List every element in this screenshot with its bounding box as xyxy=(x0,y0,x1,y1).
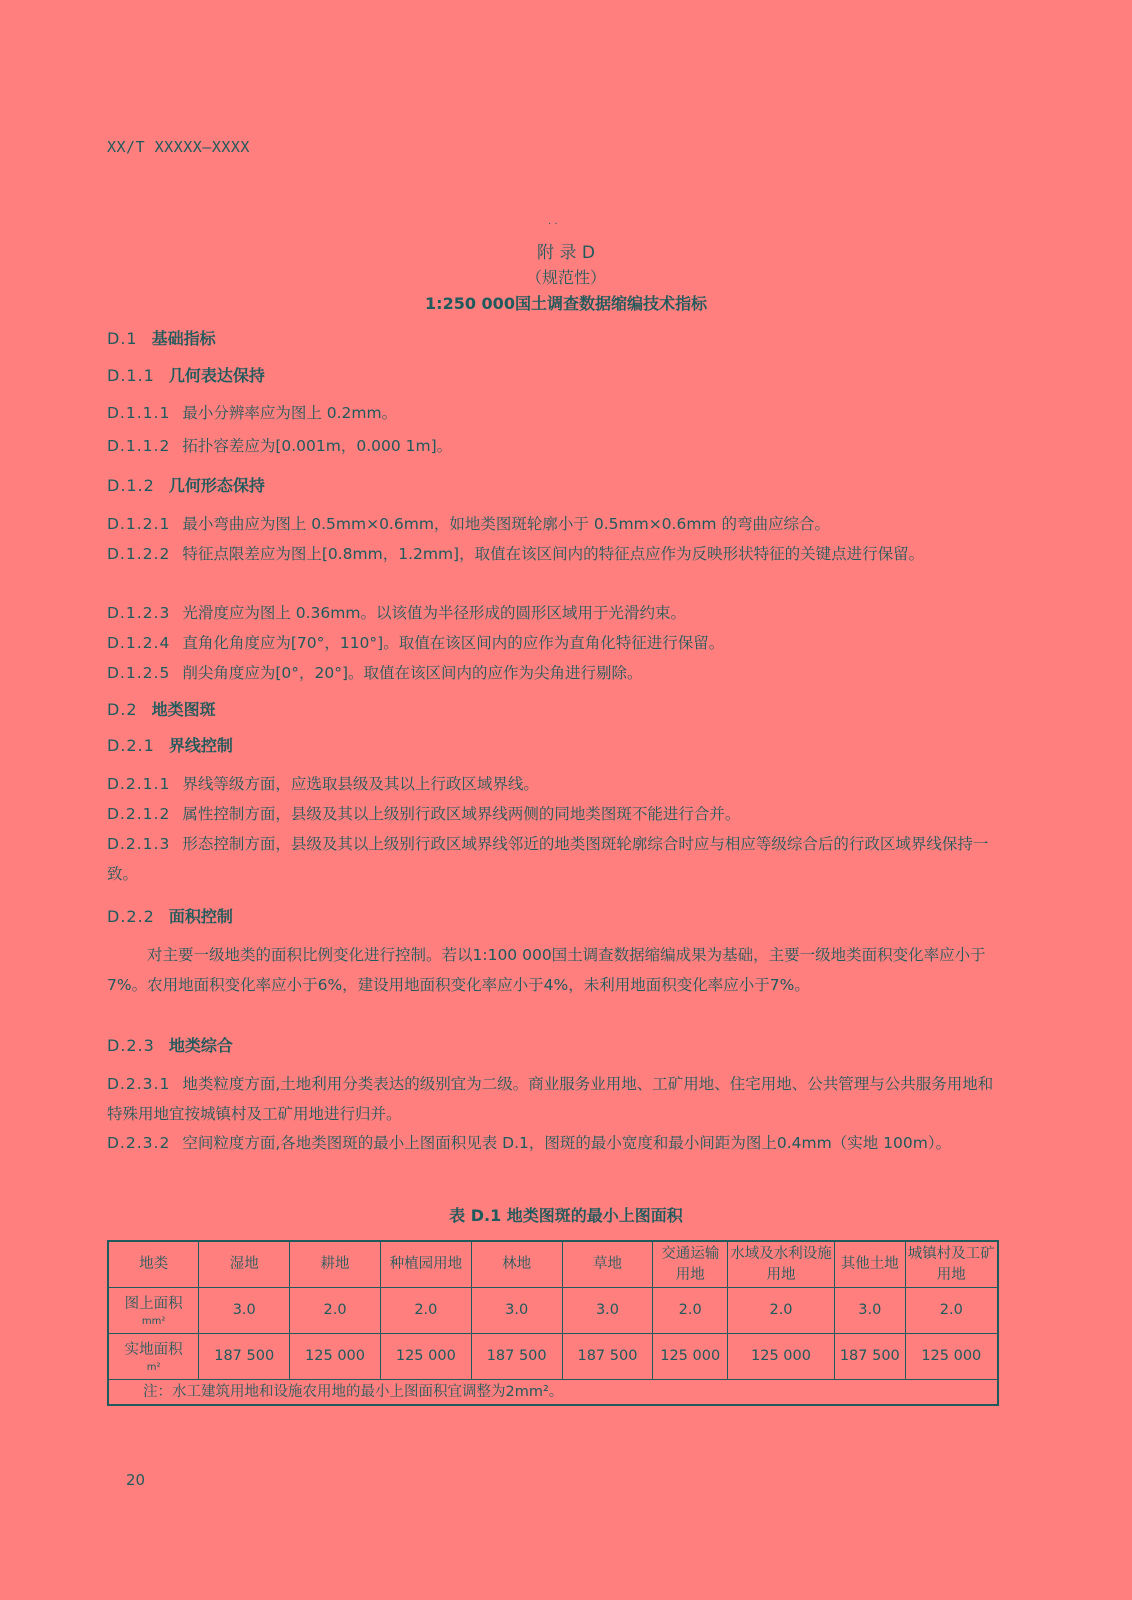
clause: D.1.2.2 特征点限差应为图上[0.8mm，1.2mm]，取值在该区间内的特征点应作为反映形状特征的关键点进行保留。 xyxy=(107,545,925,563)
table-cell: 2.0 xyxy=(653,1288,728,1334)
table-cell: 2.0 xyxy=(290,1288,381,1334)
table-cell: 2.0 xyxy=(905,1288,998,1334)
clause: D.2.1.1 界线等级方面，应选取县级及其以上行政区域界线。 xyxy=(107,775,539,793)
table-row xyxy=(108,1334,998,1380)
table-note: 注：水工建筑用地和设施农用地的最小上图面积宜调整为2mm²。 xyxy=(108,1380,998,1406)
header-cell: 林地 xyxy=(471,1241,562,1288)
min-area-table xyxy=(107,1240,999,1406)
clause: D.1.1.2 拓扑容差应为[0.001m，0.000 1m]。 xyxy=(107,437,453,455)
table-cell: 125 000 xyxy=(380,1334,471,1380)
clause: D.1.2.5 削尖角度应为[0°，20°]。取值在该区间内的应作为尖角进行剔除。 xyxy=(107,664,643,682)
header-cell: 湿地 xyxy=(199,1241,290,1288)
clause: D.1.2.4 直角化角度应为[70°，110°]。取值在该区间内的应作为直角化特征进行保留。 xyxy=(107,634,725,652)
clause: D.2.3.1 地类粒度方面,土地利用分类表达的级别宜为二级。商业服务业用地、工矿用地、住宅用地、公共管理与公共服务用地和特殊用地宜按城镇村及工矿用地进行归并。 xyxy=(107,1075,994,1123)
clause: D.1.1.1 最小分辨率应为图上 0.2mm。 xyxy=(107,404,398,422)
section-heading: D.1.2 几何形态保持 xyxy=(107,476,265,495)
table-cell: 187 500 xyxy=(471,1334,562,1380)
appendix-label: 附 录 D xyxy=(537,243,595,263)
section-heading: D.2.3 地类综合 xyxy=(107,1036,233,1055)
section-heading: D.2.1 界线控制 xyxy=(107,736,233,755)
row-label-cell: 图上面积 mm² xyxy=(108,1288,199,1334)
section-heading: D.2 地类图斑 xyxy=(107,700,216,719)
row-label-cell: 实地面积 m² xyxy=(108,1334,199,1380)
table-cell: 125 000 xyxy=(653,1334,728,1380)
table-cell: 125 000 xyxy=(905,1334,998,1380)
appendix-heading: 1:250 000国土调查数据缩编技术指标 xyxy=(425,294,707,313)
table-cell: 3.0 xyxy=(471,1288,562,1334)
table-cell: 2.0 xyxy=(728,1288,835,1334)
table-header-row xyxy=(108,1241,998,1288)
emphasis-dots: · · xyxy=(548,219,558,230)
header-cell: 草地 xyxy=(562,1241,653,1288)
table-cell: 125 000 xyxy=(728,1334,835,1380)
clause: D.1.2.1 最小弯曲应为图上 0.5mm×0.6mm，如地类图斑轮廓小于 0.5mm×0.6mm 的弯曲应综合。 xyxy=(107,515,830,533)
table-cell: 3.0 xyxy=(834,1288,905,1334)
table-cell: 125 000 xyxy=(290,1334,381,1380)
table-cell: 3.0 xyxy=(199,1288,290,1334)
table-cell: 2.0 xyxy=(380,1288,471,1334)
table-cell: 187 500 xyxy=(199,1334,290,1380)
section-heading: D.2.2 面积控制 xyxy=(107,907,233,926)
header-cell: 水域及水利设施用地 xyxy=(728,1241,835,1288)
table-row xyxy=(108,1288,998,1334)
table-note-row xyxy=(108,1380,998,1406)
appendix-nature: （规范性） xyxy=(525,268,606,287)
section-heading: D.1 基础指标 xyxy=(107,329,216,348)
header-cell: 交通运输用地 xyxy=(653,1241,728,1288)
table-cell: 3.0 xyxy=(562,1288,653,1334)
header-cell: 城镇村及工矿用地 xyxy=(905,1241,998,1288)
table-caption: 表 D.1 地类图斑的最小上图面积 xyxy=(449,1206,683,1225)
table-cell: 187 500 xyxy=(834,1334,905,1380)
clause: D.2.1.3 形态控制方面，县级及其以上级别行政区域界线邻近的地类图斑轮廓综合时应与相应等级综合后的行政区域界线保持一致。 xyxy=(107,835,989,883)
header-cell: 耕地 xyxy=(290,1241,381,1288)
header-cell: 种植园用地 xyxy=(380,1241,471,1288)
page-number: 20 xyxy=(126,1471,146,1489)
document-code: XX/T XXXXX—XXXX xyxy=(107,138,250,156)
header-cell: 其他土地 xyxy=(834,1241,905,1288)
header-cell: 地类 xyxy=(108,1241,199,1288)
paragraph: 对主要一级地类的面积比例变化进行控制。若以1:100 000国土调查数据缩编成果为基础，主要一级地类面积变化率应小于7%。农用地面积变化率应小于6%，建设用地面积变化率应小于4%，未利用地面积变化率应小于7%。 xyxy=(107,946,986,994)
clause: D.2.1.2 属性控制方面，县级及其以上级别行政区域界线两侧的同地类图斑不能进行合并。 xyxy=(107,805,741,823)
clause: D.1.2.3 光滑度应为图上 0.36mm。以该值为半径形成的圆形区域用于光滑约束。 xyxy=(107,604,686,622)
section-heading: D.1.1 几何表达保持 xyxy=(107,366,265,385)
clause: D.2.3.2 空间粒度方面,各地类图斑的最小上图面积见表 D.1，图斑的最小宽度和最小间距为图上0.4mm（实地 100m）。 xyxy=(107,1134,952,1152)
table-cell: 187 500 xyxy=(562,1334,653,1380)
